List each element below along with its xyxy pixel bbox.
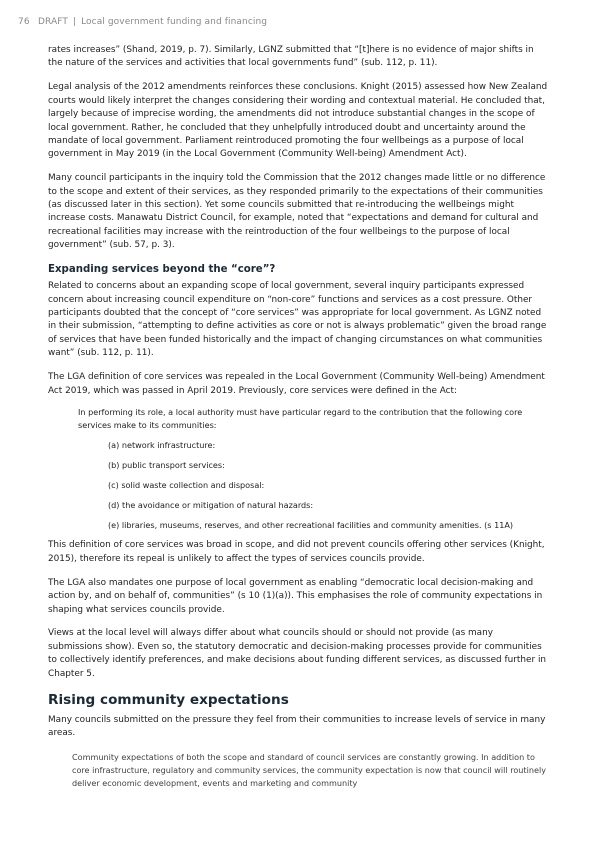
paragraph-1: rates increases” (Shand, 2019, p. 7). Similarly, LGNZ submitted that “[t]here is no evidence of major shifts in the nature of the services and activities that local governments fund” (sub. 112, p. 11). <box>48 45 534 69</box>
paragraph-9: Many councils submitted on the pressure they feel from their communities to increase levels of service in many areas. <box>48 714 546 738</box>
list-item: (e) libraries, museums, reserves, and other recreational facilities and community amenities. (s 11A) <box>108 520 514 531</box>
legislation-quote <box>78 406 549 532</box>
core-services-list <box>78 439 549 532</box>
paragraph-3: Many council participants in the inquiry told the Commission that the 2012 changes made little or no difference to the scope and extent of their services, as they responded primarily to the expectations of their communities (as discussed later in this section). Yet some councils submitted that re-introducing the wellbeings might increase costs. Manawatu District Council, for example, noted that “expectations and demand for cultural and recreational facilities may increase with the reintroduction of the four wellbeings to the purpose of local government” (sub. 57, p. 3). <box>48 173 546 251</box>
paragraph-5: The LGA definition of core services was repealed in the Local Government (Community Well-being) Amendment Act 2019, which was passed in April 2019. Previously, core services were defined in the Act: <box>48 372 545 396</box>
paragraph-4: Related to concerns about an expanding scope of local government, several inquiry participants expressed concern about increasing council expenditure on “non-core” functions and services as a cost pressure. Other participants doubted that the concept of “core services” was appropriate for local government. As LGNZ noted in their submission, “attempting to define activities as core or not is always problematic” given the broad range of services that have been funded historically and the impact of changing circumstances on what communities want” (sub. 112, p. 11). <box>48 281 547 359</box>
section-heading-expanding-services: Expanding services beyond the “core”? <box>48 264 276 276</box>
paragraph-7: The LGA also mandates one purpose of local government as enabling “democratic local decision-making and action by, and on behalf of, communities” (s 10 (1)(a)). This emphasises the role of community expectations in shaping what services councils provide. <box>48 577 543 615</box>
list-item: (b) public transport services: <box>108 460 225 471</box>
draft-label: DRAFT <box>38 17 68 27</box>
list-item: (d) the avoidance or mitigation of natural hazards: <box>108 500 314 511</box>
paragraph-2: Legal analysis of the 2012 amendments reinforces these conclusions. Knight (2015) assessed how New Zealand courts would likely interpret the changes considering their wording and contextual material. He concluded that, largely because of imprecise wording, the amendments did not introduce substantial changes in the scope of local government. Rather, he concluded that they unhelpfully introduced doubt and uncertainty around the mandate of local government. Parliament reintroduced promoting the four wellbeings as a purpose of local government in May 2019 (in the Local Government (Community Well-being) Amendment Act). <box>48 82 548 160</box>
paragraph-8: Views at the local level will always differ about what councils should or should not provide (as many submissions show). Even so, the statutory democratic and decision-making processes provide for communities to collectively identify preferences, and make decisions about funding different services, as discussed further in Chapter 5. <box>48 628 547 679</box>
running-header <box>18 17 267 27</box>
running-title: Local government funding and financing <box>81 17 268 27</box>
section-heading-rising-expectations: Rising community expectations <box>48 691 289 708</box>
list-item: (a) network infrastructure: <box>108 440 216 451</box>
paragraph-6: This definition of core services was broad in scope, and did not prevent councils offering other services (Knight, 2015), therefore its repeal is unlikely to affect the types of services councils provide. <box>48 540 545 564</box>
header-separator: | <box>72 17 77 27</box>
submission-quote: Community expectations of both the scope and standard of council services are constantly growing. In addition to core infrastructure, regulatory and community services, the community expectation is now that council will routinely deliver economic development, events and marketing and community <box>72 751 547 789</box>
body-text <box>48 44 549 791</box>
list-item: (c) solid waste collection and disposal: <box>108 480 265 491</box>
quote-intro: In performing its role, a local authority must have particular regard to the contribution that the following core services make to its communities: <box>78 407 523 431</box>
page-number: 76 <box>18 17 30 27</box>
